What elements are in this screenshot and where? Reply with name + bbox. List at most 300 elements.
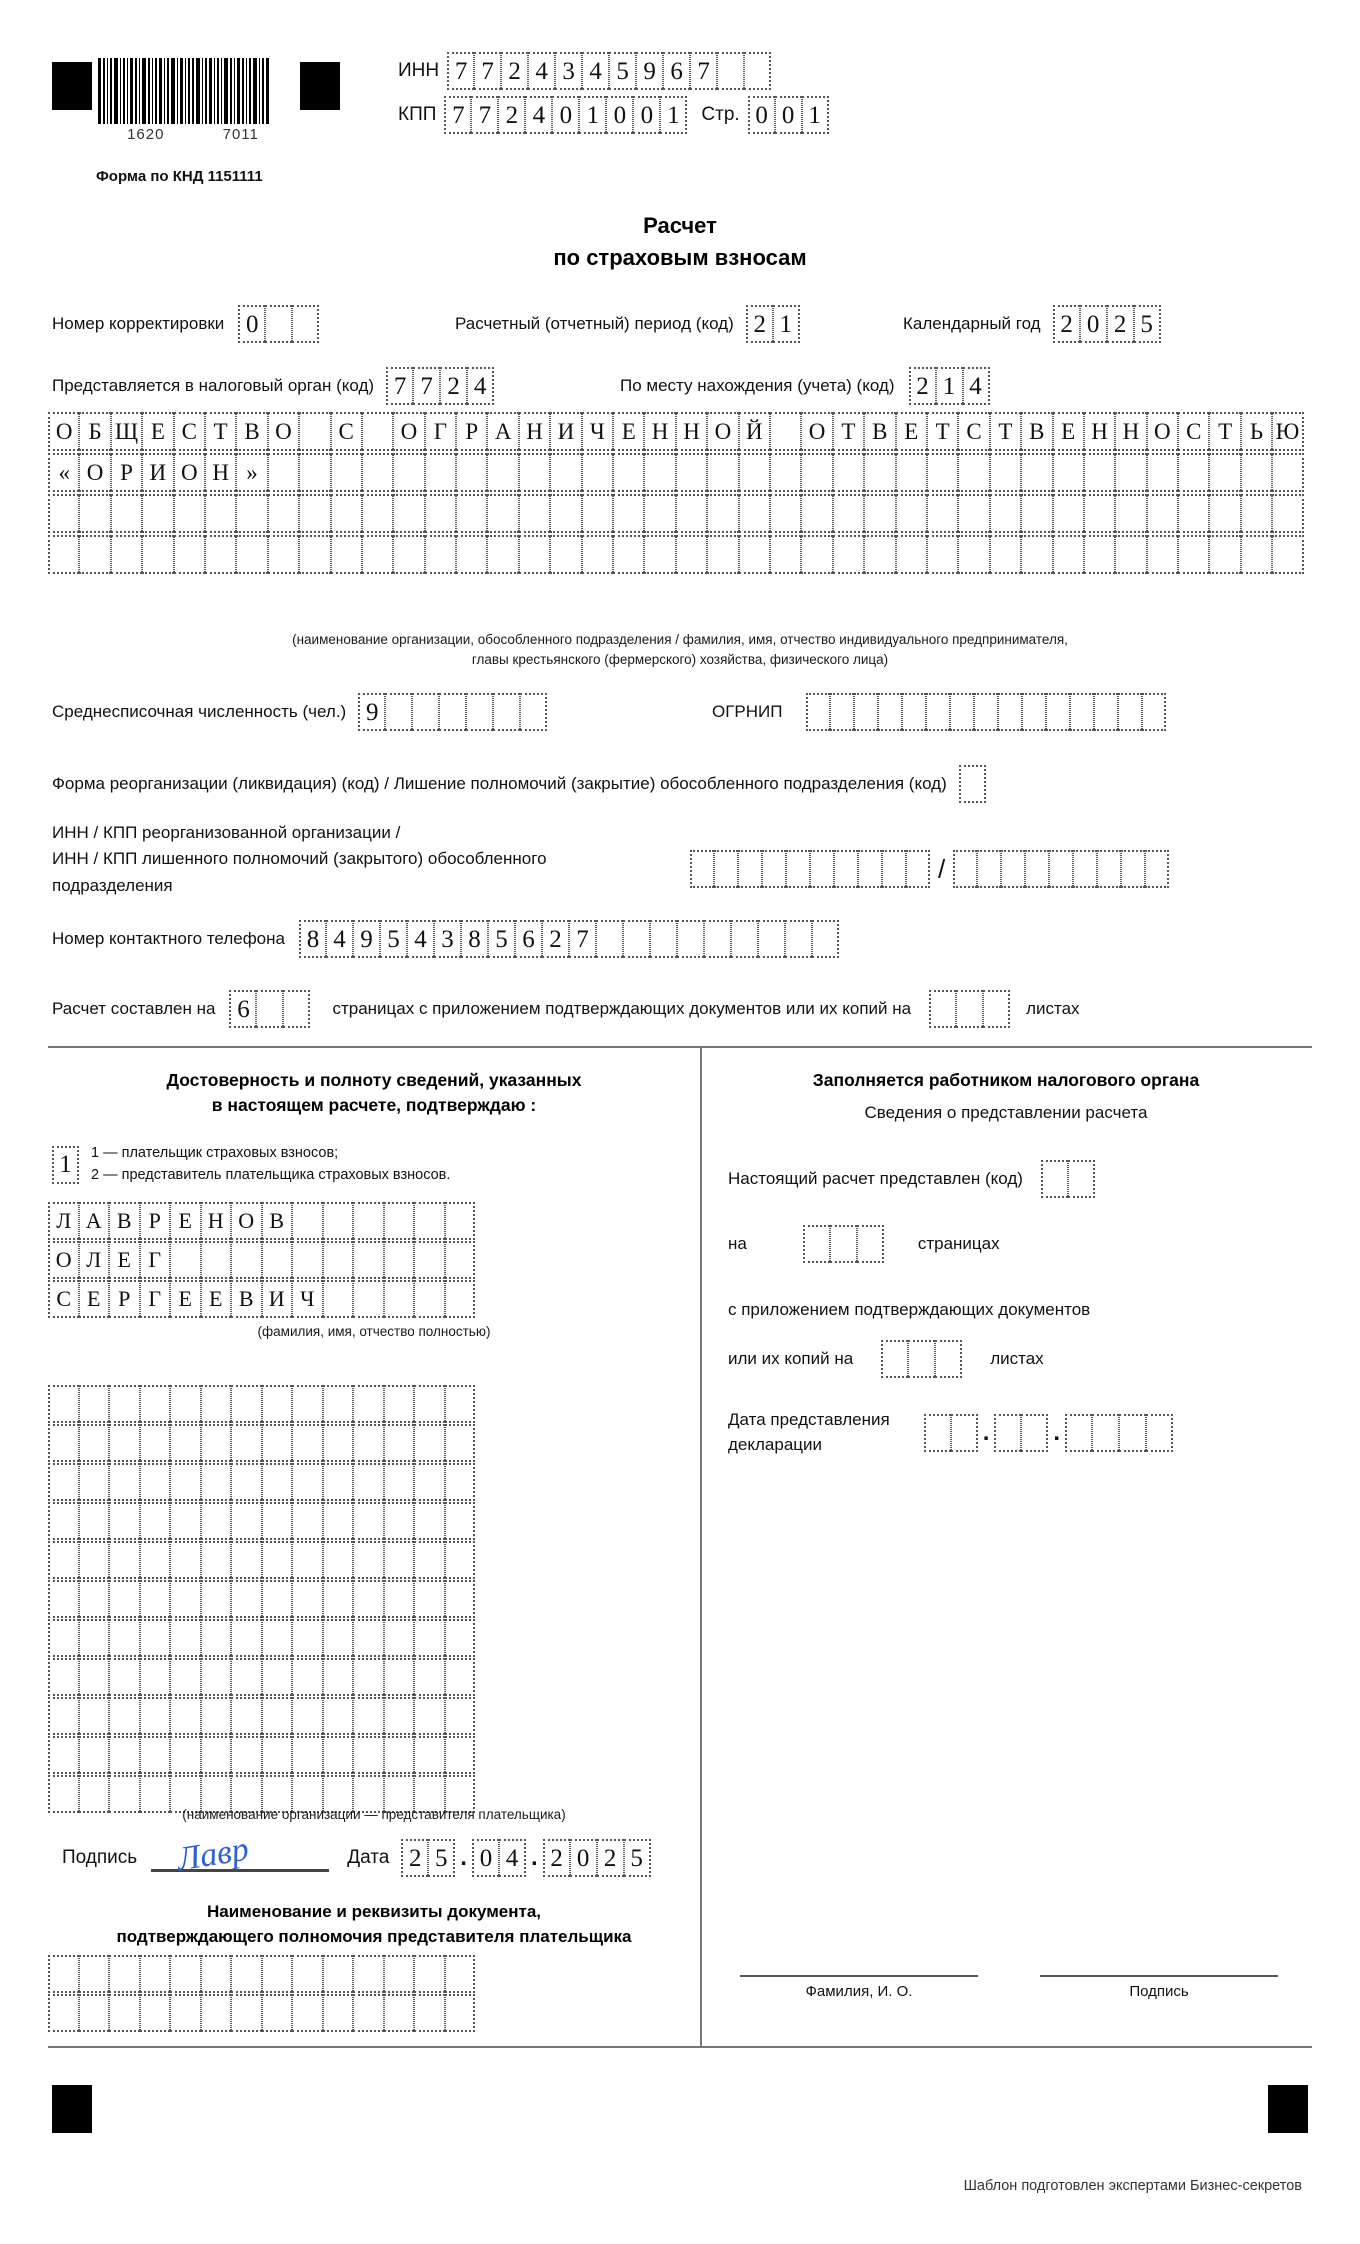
cell[interactable] (445, 1697, 476, 1735)
cell[interactable] (231, 1385, 262, 1423)
cell[interactable]: Г (140, 1241, 171, 1279)
cell[interactable] (323, 1502, 354, 1540)
cell[interactable] (882, 850, 906, 888)
cell[interactable] (384, 1541, 415, 1579)
cell[interactable] (231, 1697, 262, 1735)
cell[interactable] (262, 1241, 293, 1279)
cell[interactable]: 5 (380, 920, 407, 958)
cell[interactable]: Л (48, 1202, 79, 1240)
cell[interactable] (1209, 453, 1240, 492)
cell[interactable] (582, 494, 613, 533)
cell[interactable] (951, 1414, 978, 1452)
cell[interactable]: О (48, 1241, 79, 1279)
cell[interactable] (830, 1225, 857, 1263)
cell[interactable] (770, 453, 801, 492)
cell[interactable] (79, 1502, 110, 1540)
cell[interactable] (48, 1619, 79, 1657)
cell[interactable] (256, 990, 283, 1028)
cell[interactable] (140, 1424, 171, 1462)
cell[interactable]: 7 (444, 96, 471, 134)
cell[interactable] (201, 1658, 232, 1696)
cell[interactable]: Т (205, 412, 236, 451)
cell[interactable] (613, 535, 644, 574)
cell[interactable] (262, 1502, 293, 1540)
cell[interactable] (170, 1502, 201, 1540)
cell[interactable] (676, 453, 707, 492)
cell[interactable] (353, 1955, 384, 1993)
cell[interactable] (1021, 535, 1052, 574)
cell[interactable]: Н (644, 412, 675, 451)
cell[interactable] (262, 1424, 293, 1462)
cell[interactable]: 2 (1053, 305, 1080, 343)
cell[interactable] (323, 1280, 354, 1318)
tax-date-day-input[interactable] (924, 1414, 978, 1452)
cell[interactable] (384, 1502, 415, 1540)
cell[interactable] (929, 990, 956, 1028)
cell[interactable] (48, 1385, 79, 1423)
cell[interactable] (744, 52, 771, 90)
cell[interactable] (425, 535, 456, 574)
cell[interactable] (292, 305, 319, 343)
cell[interactable] (174, 535, 205, 574)
cell[interactable] (323, 1541, 354, 1579)
cell[interactable]: 0 (472, 1839, 499, 1877)
cell[interactable] (231, 1541, 262, 1579)
cell[interactable] (1147, 453, 1178, 492)
cell[interactable] (412, 693, 439, 731)
cell[interactable] (353, 1280, 384, 1318)
cell[interactable] (414, 1955, 445, 1993)
cell[interactable] (140, 1955, 171, 1993)
cell[interactable] (1073, 850, 1097, 888)
cell[interactable]: 4 (499, 1839, 526, 1877)
cell[interactable] (770, 412, 801, 451)
cell[interactable] (414, 1580, 445, 1618)
signature-date-year-input[interactable] (543, 1839, 651, 1877)
cell[interactable]: В (236, 412, 267, 451)
cell[interactable] (414, 1502, 445, 1540)
cell[interactable] (902, 693, 926, 731)
cell[interactable] (201, 1955, 232, 1993)
cell[interactable]: 1 (579, 96, 606, 134)
signature-date-day-input[interactable] (401, 1839, 455, 1877)
cell[interactable]: 0 (633, 96, 660, 134)
cell[interactable] (79, 1541, 110, 1579)
cell[interactable]: 7 (471, 96, 498, 134)
cell[interactable] (262, 1580, 293, 1618)
cell[interactable]: 7 (474, 52, 501, 90)
cell[interactable] (323, 1619, 354, 1657)
period-input[interactable] (746, 305, 800, 343)
cell[interactable] (613, 494, 644, 533)
cell[interactable]: Н (201, 1202, 232, 1240)
cell[interactable]: О (231, 1202, 262, 1240)
cell[interactable]: В (1021, 412, 1052, 451)
cell[interactable] (79, 1955, 110, 1993)
cell[interactable]: 5 (488, 920, 515, 958)
cell[interactable] (201, 1424, 232, 1462)
cell[interactable] (323, 1385, 354, 1423)
cell[interactable]: Н (1115, 412, 1146, 451)
cell[interactable] (268, 453, 299, 492)
cell[interactable] (384, 1697, 415, 1735)
cell[interactable]: 2 (498, 96, 525, 134)
authority-doc-input[interactable] (48, 1955, 475, 2033)
cell[interactable]: Е (201, 1280, 232, 1318)
cell[interactable] (1118, 693, 1142, 731)
cell[interactable] (487, 535, 518, 574)
cell[interactable] (445, 1280, 476, 1318)
cell[interactable] (445, 1955, 476, 1993)
cell[interactable]: О (268, 412, 299, 451)
cell[interactable]: Ь (1241, 412, 1272, 451)
cell[interactable] (950, 693, 974, 731)
cell[interactable] (201, 1502, 232, 1540)
cell[interactable] (268, 494, 299, 533)
cell[interactable]: С (958, 412, 989, 451)
cell[interactable]: Е (896, 412, 927, 451)
cell[interactable]: 9 (358, 693, 385, 731)
organization-name-input[interactable] (48, 412, 1304, 576)
cell[interactable]: 4 (963, 367, 990, 405)
cell[interactable] (299, 535, 330, 574)
cell[interactable]: 0 (552, 96, 579, 134)
cell[interactable] (445, 1241, 476, 1279)
cell[interactable]: Е (109, 1241, 140, 1279)
cell[interactable]: 1 (773, 305, 800, 343)
cell[interactable] (994, 1414, 1021, 1452)
cell[interactable] (1084, 535, 1115, 574)
cell[interactable] (331, 494, 362, 533)
cell[interactable]: 7 (413, 367, 440, 405)
tax-attach-input[interactable] (881, 1340, 962, 1378)
cell[interactable] (385, 693, 412, 731)
cell[interactable] (908, 1340, 935, 1378)
cell[interactable]: 2 (909, 367, 936, 405)
cell[interactable] (384, 1463, 415, 1501)
cell[interactable] (201, 1385, 232, 1423)
cell[interactable]: 9 (636, 52, 663, 90)
cell[interactable] (1115, 494, 1146, 533)
cell[interactable] (231, 1955, 262, 1993)
cell[interactable] (140, 1697, 171, 1735)
cell[interactable] (323, 1202, 354, 1240)
cell[interactable] (292, 1658, 323, 1696)
cell[interactable] (79, 1697, 110, 1735)
cell[interactable]: Е (613, 412, 644, 451)
cell[interactable] (353, 1658, 384, 1696)
cell[interactable] (414, 1241, 445, 1279)
cell[interactable] (1041, 1160, 1068, 1198)
cell[interactable] (323, 1736, 354, 1774)
cell[interactable] (801, 535, 832, 574)
cell[interactable] (170, 1241, 201, 1279)
cell[interactable]: 4 (528, 52, 555, 90)
cell[interactable] (170, 1541, 201, 1579)
cell[interactable] (323, 1241, 354, 1279)
cell[interactable] (231, 1424, 262, 1462)
cell[interactable] (519, 453, 550, 492)
cell[interactable] (231, 1619, 262, 1657)
cell[interactable]: О (174, 453, 205, 492)
cell[interactable] (170, 1463, 201, 1501)
signer-name-input[interactable] (48, 1202, 475, 1319)
cell[interactable] (550, 494, 581, 533)
cell[interactable] (48, 535, 79, 574)
cell[interactable] (109, 1736, 140, 1774)
cell[interactable] (231, 1580, 262, 1618)
authority-doc-row[interactable] (48, 1994, 475, 2032)
cell[interactable] (650, 920, 677, 958)
cell[interactable] (445, 1736, 476, 1774)
cell[interactable] (384, 1202, 415, 1240)
cell[interactable] (1272, 494, 1303, 533)
cell[interactable] (384, 1385, 415, 1423)
cell[interactable] (644, 494, 675, 533)
phone-input[interactable] (299, 920, 839, 958)
cell[interactable] (990, 453, 1021, 492)
cell[interactable] (384, 1241, 415, 1279)
cell[interactable]: В (262, 1202, 293, 1240)
cell[interactable]: О (801, 412, 832, 451)
cell[interactable] (393, 453, 424, 492)
cell[interactable] (140, 1541, 171, 1579)
cell[interactable]: Ч (292, 1280, 323, 1318)
cell[interactable] (231, 1463, 262, 1501)
cell[interactable] (1241, 453, 1272, 492)
cell[interactable] (384, 1736, 415, 1774)
cell[interactable] (677, 920, 704, 958)
cell[interactable]: Ю (1272, 412, 1303, 451)
cell[interactable] (201, 1241, 232, 1279)
cell[interactable] (48, 1994, 79, 2032)
cell[interactable] (353, 1424, 384, 1462)
cell[interactable] (998, 693, 1022, 731)
cell[interactable] (1053, 535, 1084, 574)
cell[interactable] (445, 1994, 476, 2032)
cell[interactable] (79, 535, 110, 574)
signer-code-input[interactable] (52, 1146, 79, 1184)
cell[interactable] (353, 1736, 384, 1774)
cell[interactable]: Е (1053, 412, 1084, 451)
cell[interactable] (717, 52, 744, 90)
cell[interactable] (1046, 693, 1070, 731)
cell[interactable] (393, 535, 424, 574)
cell[interactable]: 7 (386, 367, 413, 405)
cell[interactable] (170, 1697, 201, 1735)
cell[interactable] (262, 1697, 293, 1735)
cell[interactable]: 1 (802, 96, 829, 134)
cell[interactable]: 2 (440, 367, 467, 405)
cell[interactable] (714, 850, 738, 888)
cell[interactable] (445, 1541, 476, 1579)
cell[interactable] (770, 535, 801, 574)
cell[interactable] (445, 1658, 476, 1696)
signature-date-month-input[interactable] (472, 1839, 526, 1877)
cell[interactable] (384, 1994, 415, 2032)
cell[interactable] (414, 1202, 445, 1240)
cell[interactable] (231, 1736, 262, 1774)
cell[interactable]: 7 (569, 920, 596, 958)
cell[interactable] (956, 990, 983, 1028)
cell[interactable]: 4 (407, 920, 434, 958)
representative-org-row[interactable] (48, 1697, 475, 1735)
cell[interactable] (1119, 1414, 1146, 1452)
cell[interactable] (109, 1658, 140, 1696)
cell[interactable] (384, 1580, 415, 1618)
cell[interactable] (1178, 494, 1209, 533)
cell[interactable] (958, 494, 989, 533)
cell[interactable] (170, 1658, 201, 1696)
cell[interactable]: 2 (542, 920, 569, 958)
cell[interactable] (786, 850, 810, 888)
cell[interactable] (676, 494, 707, 533)
cell[interactable] (48, 1736, 79, 1774)
cell[interactable] (353, 1697, 384, 1735)
cell[interactable] (806, 693, 830, 731)
cell[interactable] (201, 1580, 232, 1618)
cell[interactable] (170, 1619, 201, 1657)
cell[interactable] (323, 1463, 354, 1501)
cell[interactable] (142, 535, 173, 574)
correction-input[interactable] (238, 305, 319, 343)
cell[interactable] (292, 1955, 323, 1993)
cell[interactable] (109, 1463, 140, 1501)
cell[interactable]: Н (676, 412, 707, 451)
cell[interactable]: 7 (690, 52, 717, 90)
organization-name-row[interactable] (48, 453, 1304, 492)
cell[interactable]: Р (111, 453, 142, 492)
signature-area[interactable] (151, 1830, 329, 1879)
cell[interactable] (1097, 850, 1121, 888)
cell[interactable] (1022, 693, 1046, 731)
cell[interactable] (79, 494, 110, 533)
cell[interactable] (170, 1385, 201, 1423)
cell[interactable] (299, 494, 330, 533)
cell[interactable] (384, 1619, 415, 1657)
cell[interactable] (414, 1280, 445, 1318)
cell[interactable] (1145, 850, 1169, 888)
cell[interactable] (262, 1736, 293, 1774)
cell[interactable] (1178, 453, 1209, 492)
cell[interactable]: 8 (299, 920, 326, 958)
cell[interactable] (262, 1994, 293, 2032)
cell[interactable] (48, 494, 79, 533)
cell[interactable]: 5 (624, 1839, 651, 1877)
cell[interactable]: В (864, 412, 895, 451)
tax-org-input[interactable] (386, 367, 494, 405)
cell[interactable] (353, 1619, 384, 1657)
cell[interactable]: 6 (515, 920, 542, 958)
cell[interactable]: В (109, 1202, 140, 1240)
cell[interactable] (983, 990, 1010, 1028)
cell[interactable] (1021, 453, 1052, 492)
cell[interactable] (1121, 850, 1145, 888)
cell[interactable]: Р (456, 412, 487, 451)
cell[interactable]: 5 (428, 1839, 455, 1877)
cell[interactable] (109, 1619, 140, 1657)
cell[interactable] (362, 453, 393, 492)
cell[interactable] (858, 850, 882, 888)
cell[interactable] (201, 1736, 232, 1774)
cell[interactable] (414, 1658, 445, 1696)
cell[interactable] (79, 1463, 110, 1501)
cell[interactable] (582, 453, 613, 492)
representative-org-row[interactable] (48, 1736, 475, 1774)
cell[interactable]: Т (990, 412, 1021, 451)
cell[interactable] (262, 1955, 293, 1993)
cell[interactable] (140, 1619, 171, 1657)
headcount-input[interactable] (358, 693, 547, 731)
cell[interactable] (833, 494, 864, 533)
cell[interactable] (487, 453, 518, 492)
cell[interactable] (707, 453, 738, 492)
representative-org-row[interactable] (48, 1619, 475, 1657)
cell[interactable] (770, 494, 801, 533)
cell[interactable] (926, 693, 950, 731)
cell[interactable] (414, 1619, 445, 1657)
cell[interactable] (201, 1463, 232, 1501)
representative-org-row[interactable] (48, 1424, 475, 1462)
cell[interactable]: 2 (401, 1839, 428, 1877)
cell[interactable] (864, 494, 895, 533)
cell[interactable]: 2 (501, 52, 528, 90)
cell[interactable] (676, 535, 707, 574)
reorg-kpp-input[interactable] (953, 850, 1169, 888)
cell[interactable] (1049, 850, 1073, 888)
cell[interactable]: С (48, 1280, 79, 1318)
cell[interactable] (762, 850, 786, 888)
cell[interactable] (739, 453, 770, 492)
cell[interactable] (1065, 1414, 1092, 1452)
cell[interactable] (833, 453, 864, 492)
cell[interactable] (990, 535, 1021, 574)
cell[interactable] (353, 1580, 384, 1618)
cell[interactable] (292, 1424, 323, 1462)
cell[interactable]: 9 (353, 920, 380, 958)
year-input[interactable] (1053, 305, 1161, 343)
cell[interactable] (487, 494, 518, 533)
cell[interactable] (738, 850, 762, 888)
cell[interactable] (140, 1994, 171, 2032)
cell[interactable]: А (487, 412, 518, 451)
cell[interactable] (140, 1658, 171, 1696)
cell[interactable] (353, 1541, 384, 1579)
cell[interactable] (79, 1994, 110, 2032)
cell[interactable] (268, 535, 299, 574)
cell[interactable] (292, 1619, 323, 1657)
cell[interactable] (292, 1994, 323, 2032)
cell[interactable] (445, 1202, 476, 1240)
cell[interactable] (864, 535, 895, 574)
cell[interactable]: 0 (570, 1839, 597, 1877)
cell[interactable] (48, 1463, 79, 1501)
cell[interactable]: О (707, 412, 738, 451)
cell[interactable] (466, 693, 493, 731)
cell[interactable]: 1 (936, 367, 963, 405)
cell[interactable] (79, 1385, 110, 1423)
cell[interactable] (231, 1502, 262, 1540)
cell[interactable] (201, 1697, 232, 1735)
cell[interactable] (1001, 850, 1025, 888)
cell[interactable] (1053, 453, 1084, 492)
cell[interactable]: Р (140, 1202, 171, 1240)
cell[interactable] (109, 1994, 140, 2032)
cell[interactable] (331, 453, 362, 492)
cell[interactable] (896, 453, 927, 492)
cell[interactable] (292, 1697, 323, 1735)
cell[interactable]: 5 (1134, 305, 1161, 343)
